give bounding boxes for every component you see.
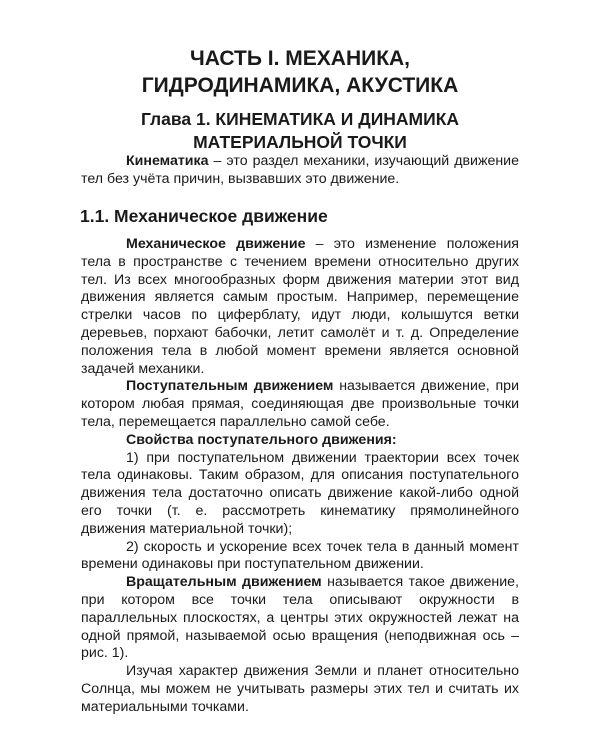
chapter-title-line-2: МАТЕРИАЛЬНОЙ ТОЧКИ bbox=[193, 132, 407, 152]
text-translational-motion: называется движение, при котором любая прямая, соединяющая две произвольные точки тела, перемещается параллельно самой себе. bbox=[81, 378, 519, 430]
paragraph-material-points: Изучая характер движения Земли и планет относительно Солнца, мы можем не учитывать размеры этих тел и считать их материальными точками. bbox=[81, 663, 519, 715]
intro-block bbox=[81, 153, 519, 189]
part-title-line-2: ГИДРОДИНАМИКА, АКУСТИКА bbox=[141, 74, 459, 97]
text-rotational-motion: называется такое движение, при котором все точки тела описывают окружности в параллельных плоскостях, а центры этих окружностей лежат на одной прямой, называемой осью вращения (неподвижная ось – рис. 1). bbox=[81, 574, 519, 662]
term-translational-motion: Поступательным движением bbox=[126, 378, 334, 395]
part-title-line-1: ЧАСТЬ I. МЕХАНИКА, bbox=[189, 47, 411, 70]
part-title bbox=[0, 45, 600, 99]
paragraph-rotational-motion bbox=[81, 574, 519, 663]
chapter-title-line-1: Глава 1. КИНЕМАТИКА И ДИНАМИКА bbox=[140, 109, 460, 129]
chapter-title bbox=[0, 108, 600, 154]
intro-text: – это раздел механики, изучающий движение тел без учёта причин, вызвавших это движение. bbox=[81, 153, 519, 187]
main-text-block bbox=[81, 236, 519, 717]
properties-heading bbox=[81, 432, 519, 450]
text-mechanical-motion: – это изменение положения тела в пространстве с течением времени относительно других тел. Из всех многообразных форм движения материи этот вид движения является самым простым. Например, перемещение стрелки часов по циферблату, идут люди, колышутся ветки деревьев, порхают бабочки, летит самолёт и т. д. Определение положения тела в любой момент времени является основной задачей механики. bbox=[81, 236, 519, 377]
property-1: 1) при поступательном движении траектории всех точек тела одинаковы. Таким образом, для описания поступательного движения тела достаточно описать движение какой-либо одной его точки (т. е. рассмотреть кинематику прямолинейного движения материальной точки); bbox=[81, 449, 519, 537]
properties-heading-text: Свойства поступательного движения: bbox=[126, 431, 397, 448]
intro-paragraph bbox=[81, 153, 519, 189]
intro-term: Кинематика bbox=[126, 153, 209, 169]
property-2: 2) скорость и ускорение всех точек тела в данный момент времени одинаковы при поступательном движении. bbox=[81, 538, 519, 573]
term-rotational-motion: Вращательным движением bbox=[126, 574, 322, 591]
term-mechanical-motion: Механическое движение bbox=[126, 236, 306, 252]
section-title: 1.1. Механическое движение bbox=[80, 206, 328, 226]
paragraph-translational-motion bbox=[81, 378, 519, 431]
paragraph-mechanical-motion bbox=[81, 236, 519, 378]
